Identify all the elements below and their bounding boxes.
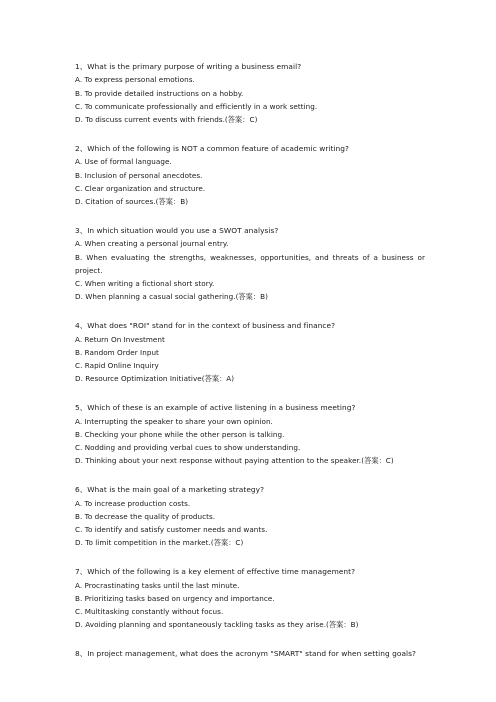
question-title: 5、Which of these is an example of active listening in a business meeting? <box>75 403 356 413</box>
option-a: A. Return On Investment <box>75 334 165 344</box>
question-8 <box>75 647 425 660</box>
option-c: C. Multitasking constantly without focus. <box>75 607 224 617</box>
option-a: A. To express personal emotions. <box>75 75 195 85</box>
option-a: A. Procrastinating tasks until the last minute. <box>75 580 240 590</box>
question-title: 2、Which of the following is NOT a common feature of academic writing? <box>75 143 350 153</box>
question-title: 7、Which of the following is a key element of effective time management? <box>75 567 356 577</box>
option-d-with-answer: D. To limit competition in the market.(答案：C) <box>75 538 244 548</box>
option-d-with-answer: D. To discuss current events with friends.(答案：C) <box>75 115 258 125</box>
question-title: 6、What is the main goal of a marketing strategy? <box>75 485 265 495</box>
question-5 <box>75 401 425 467</box>
question-6 <box>75 483 425 549</box>
question-7 <box>75 565 425 631</box>
option-b: B. Random Order Input <box>75 347 159 357</box>
question-title: 8、In project management, what does the acronym "SMART" stand for when setting goals? <box>75 649 416 659</box>
option-a: A. Use of formal language. <box>75 157 172 167</box>
option-b: B. Inclusion of personal anecdotes. <box>75 170 203 180</box>
option-c: C. Nodding and providing verbal cues to show understanding. <box>75 443 301 453</box>
question-title: 4、What does "ROI" stand for in the context of business and finance? <box>75 321 336 331</box>
option-c: C. To communicate professionally and efficiently in a work setting. <box>75 101 318 111</box>
option-b: B. To provide detailed instructions on a hobby. <box>75 88 244 98</box>
option-d-with-answer: D. Citation of sources.(答案：B) <box>75 197 189 207</box>
option-a: A. Interrupting the speaker to share your own opinion. <box>75 416 273 426</box>
option-c: C. Clear organization and structure. <box>75 183 206 193</box>
question-4 <box>75 319 425 385</box>
question-2 <box>75 142 425 208</box>
option-d-with-answer: D. Resource Optimization Initiative(答案：A) <box>75 374 235 384</box>
option-b: B. Prioritizing tasks based on urgency and importance. <box>75 593 275 603</box>
option-d-with-answer: D. Avoiding planning and spontaneously tackling tasks as they arise.(答案：B) <box>75 620 359 630</box>
question-title: 1、What is the primary purpose of writing a business email? <box>75 62 302 71</box>
question-1 <box>75 60 425 126</box>
option-a: A. When creating a personal journal entry. <box>75 239 229 249</box>
option-c: C. To identify and satisfy customer needs and wants. <box>75 525 268 535</box>
question-list <box>75 60 425 676</box>
option-a: A. To increase production costs. <box>75 498 191 508</box>
option-d-with-answer: D. Thinking about your next response without paying attention to the speaker.(答案：C) <box>75 456 394 466</box>
option-d-with-answer: D. When planning a casual social gathering.(答案：B) <box>75 292 268 302</box>
option-c: C. Rapid Online Inquiry <box>75 361 159 371</box>
question-3 <box>75 224 425 304</box>
option-b: B. When evaluating the strengths, weaknesses, opportunities, and threats of a business or project. <box>75 252 425 275</box>
question-title: 3、In which situation would you use a SWOT analysis? <box>75 225 279 235</box>
option-c: C. When writing a fictional short story. <box>75 279 215 289</box>
option-b: B. Checking your phone while the other person is talking. <box>75 429 285 439</box>
option-b: B. To decrease the quality of products. <box>75 511 216 521</box>
